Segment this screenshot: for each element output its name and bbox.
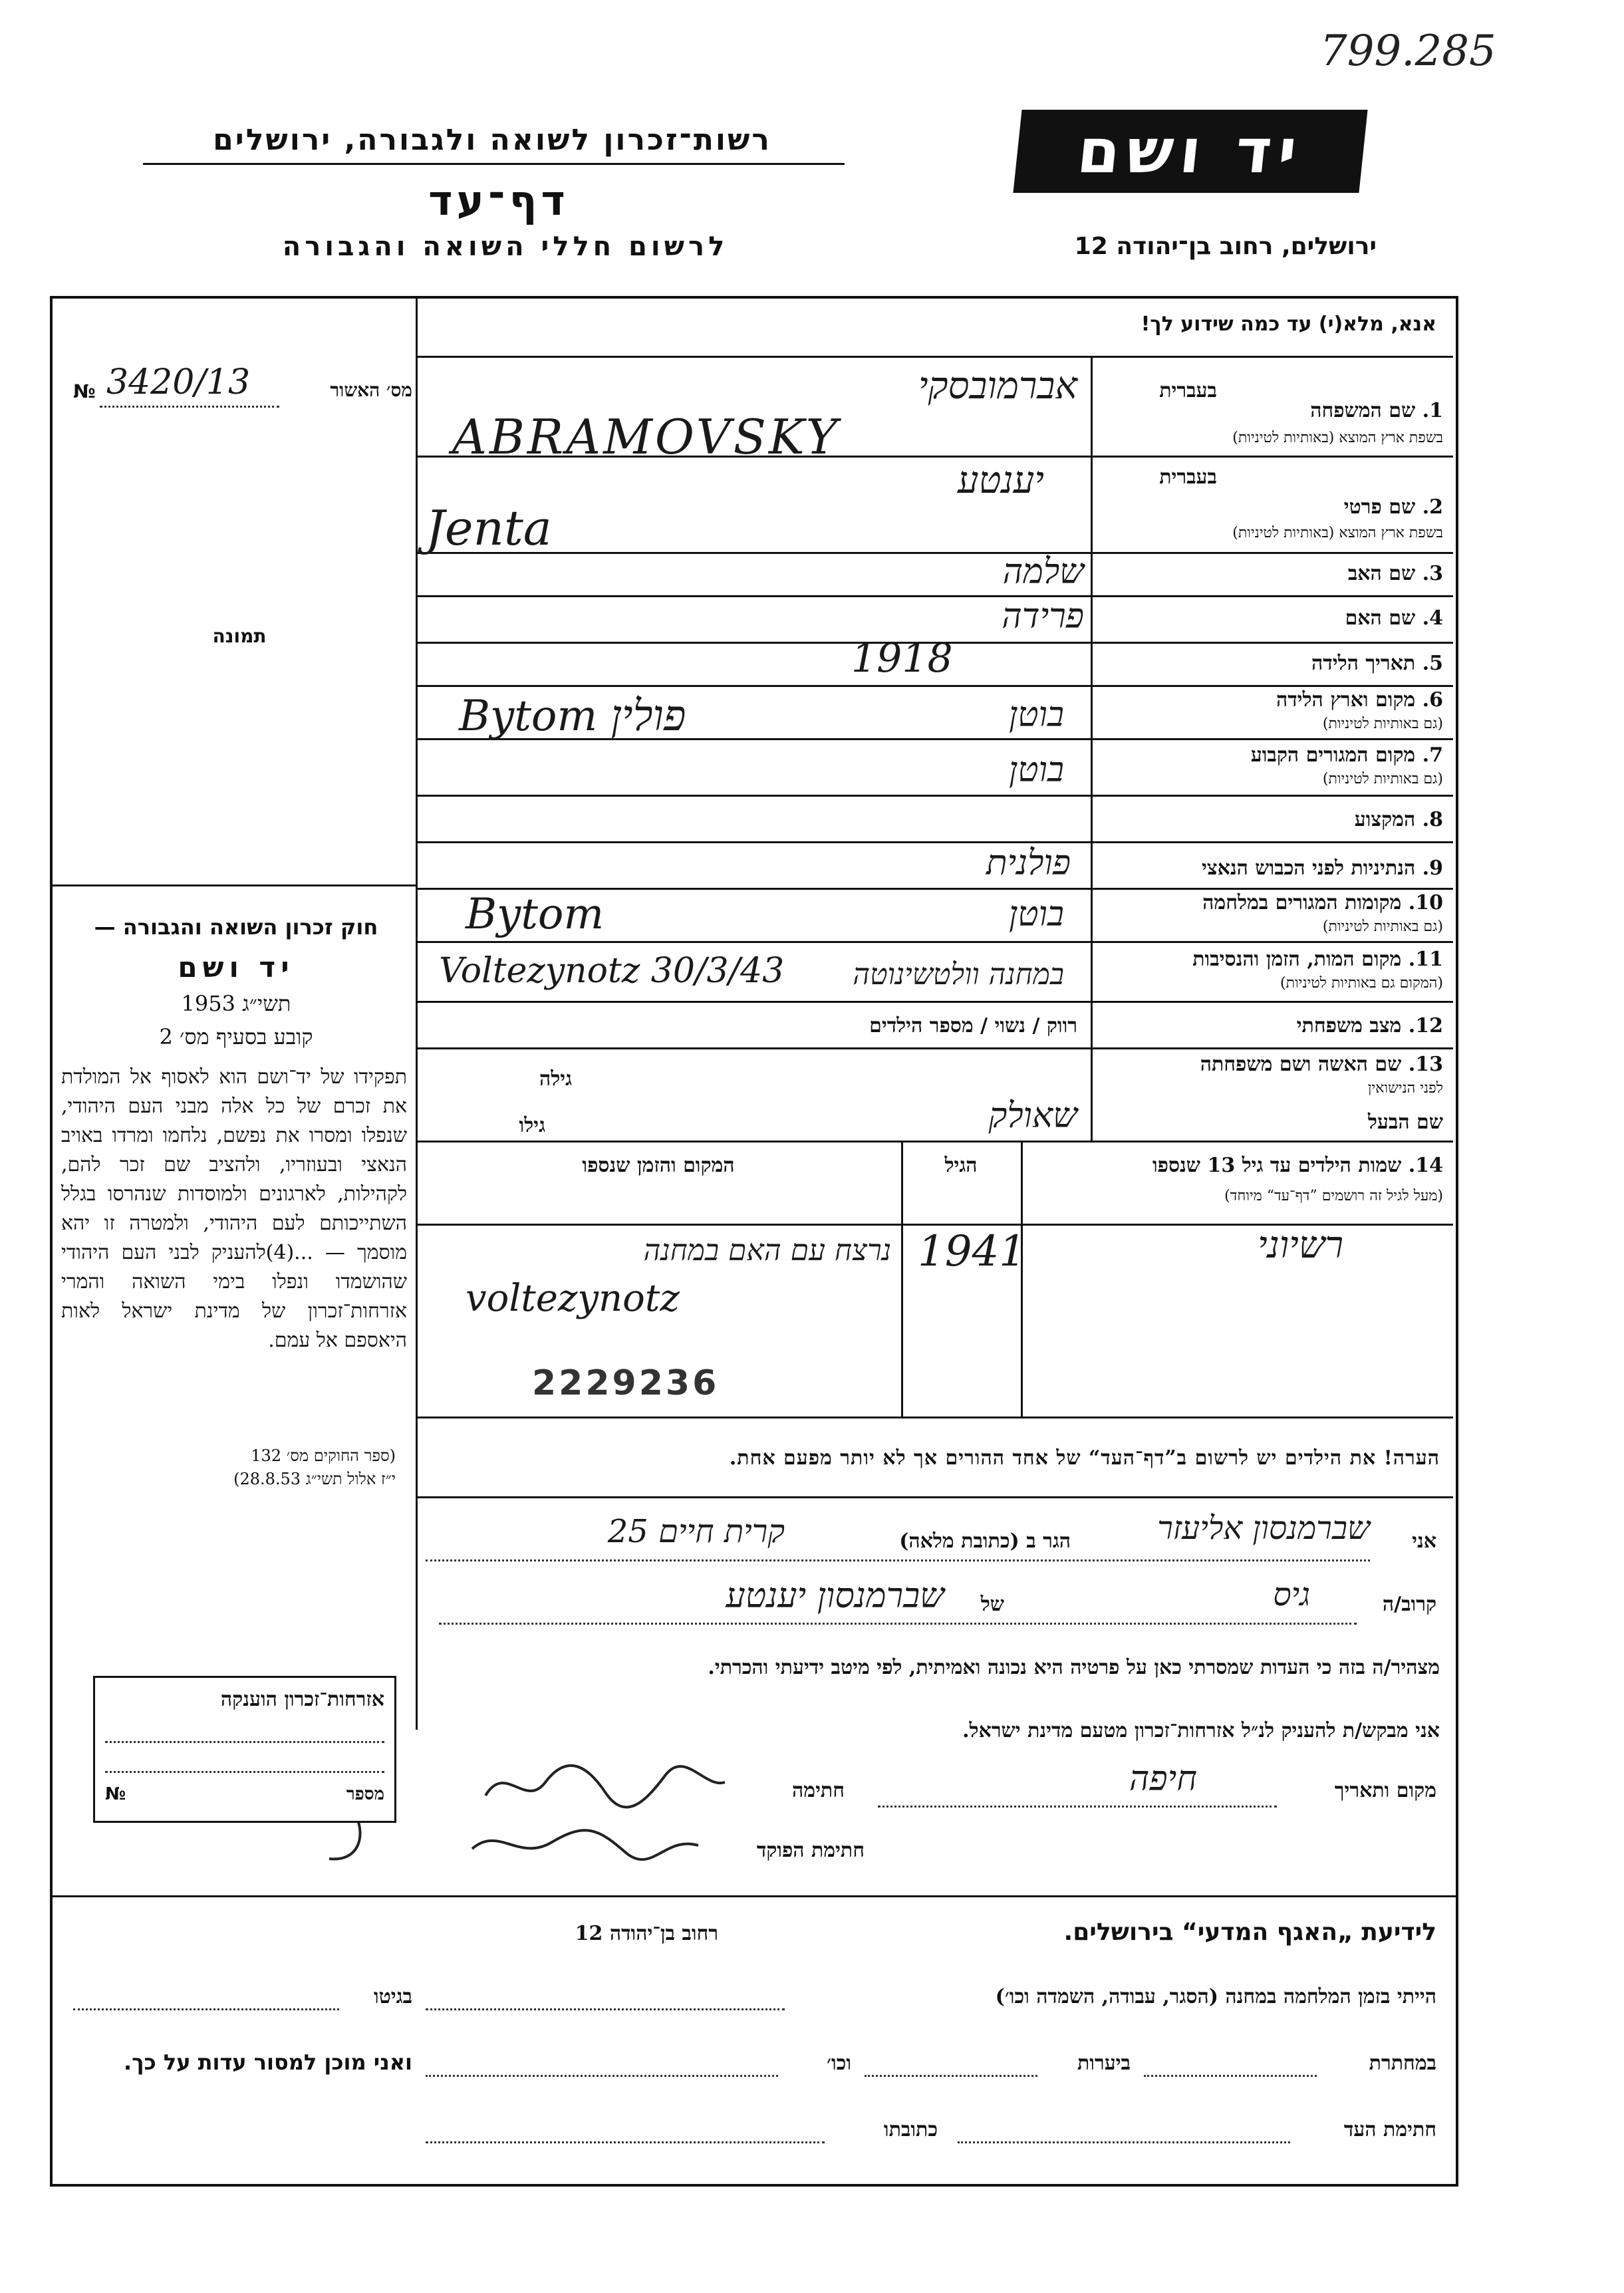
citizenship-box bbox=[93, 1676, 396, 1823]
law-body: תפקידו של יד־ושם הוא לאסוף אל המולדת את זכרם של כל אלה מבני העם היהודי, שנפלו ומסרו את נפשם, נלחמו ומרדו באויב הנאצי ובעוזריו, ולהציב שם זכר להם, לקהילות, לארגונים ולמוסדות שנהרסו בגלל השתייכותם לעם היהודי, ולמטרה זו יהא מוסמך — ...(4)להעניק לבני העם היהודי שהושמדו ונפלו בימי השואה והמרי אזרחות־זכרון של מדינת ישראל לאות היאספם אל עמם. bbox=[61, 1065, 408, 1352]
field-3-value: שלמה bbox=[1002, 552, 1084, 592]
witness-line1-prefix: אני bbox=[1412, 1530, 1436, 1553]
field-7-label bbox=[1097, 743, 1443, 767]
field-3-label bbox=[1097, 562, 1443, 585]
husband-label: שם הבעל bbox=[1367, 1111, 1443, 1134]
logo-text: יד ושם bbox=[1074, 116, 1307, 187]
children-bottom bbox=[418, 1416, 1453, 1418]
field-2-value-hebrew: יענטע bbox=[957, 459, 1044, 502]
citizenship-number-label: מספר bbox=[346, 1784, 384, 1804]
field-4-label bbox=[1097, 607, 1443, 630]
citizenship-dots-1 bbox=[105, 1741, 384, 1743]
field-7-value: בוטן bbox=[1008, 750, 1064, 790]
footer-address: רחוב בן־יהודה 12 bbox=[575, 1922, 718, 1945]
field-13-age-label: גילה bbox=[539, 1067, 572, 1091]
footer-line3b: כתובתו bbox=[883, 2118, 938, 2141]
children-sub: (מעל לגיל זה רושמים ”דף־עד“ מיוחד) bbox=[1224, 1188, 1443, 1204]
field-4-value: פרידה bbox=[1002, 597, 1084, 636]
field-2-label-text: שם פרטי bbox=[1343, 495, 1416, 519]
note-bottom bbox=[418, 1496, 1453, 1498]
sidebar-divider bbox=[416, 299, 418, 1730]
child-1-year: 1941 bbox=[918, 1227, 1026, 1276]
note-text: הערה! את הילדים יש לרשום ב”דף־העד“ של אחד ההורים אך לא יותר מפעם אחת. bbox=[729, 1446, 1440, 1470]
field-2-number: 2. bbox=[1422, 495, 1443, 519]
child-1-place: נרצח עם האם במחנה bbox=[643, 1234, 891, 1268]
footer-line1a: הייתי בזמן המלחמה במחנה (הסגר, עבודה, השמדה וכו׳) bbox=[995, 1985, 1436, 2008]
footer-line1-dots-b bbox=[73, 2008, 339, 2010]
officer-signature bbox=[466, 1822, 705, 1869]
field-13-number: 13. bbox=[1408, 1053, 1443, 1076]
footer-line2d: ואני מוכן למסור עדות על כך. bbox=[123, 2050, 412, 2075]
row-sep-11 bbox=[418, 1001, 1453, 1003]
field-5-label-text: תאריך הלידה bbox=[1311, 652, 1416, 675]
witness-line1-dots bbox=[426, 1559, 1370, 1561]
law-citation-1: (ספר החוקים מס׳ 132 bbox=[251, 1446, 396, 1465]
row-sep-7 bbox=[418, 795, 1453, 797]
children-col-place: המקום והזמן שנספו bbox=[582, 1154, 735, 1177]
intro-underline bbox=[418, 356, 1453, 358]
field-11-number: 11. bbox=[1408, 948, 1443, 971]
footer-line1-dots-a bbox=[426, 2008, 785, 2010]
photo-label: תמונה bbox=[212, 625, 267, 647]
children-col-age: הגיל bbox=[944, 1154, 978, 1177]
witness-signature bbox=[479, 1756, 732, 1816]
field-3-number: 3. bbox=[1422, 562, 1443, 585]
citizenship-dots-2 bbox=[105, 1771, 384, 1773]
law-clause: קובע בסעיף מס׳ 2 bbox=[159, 1024, 313, 1049]
field-4-label-text: שם האם bbox=[1345, 607, 1416, 630]
place-date-value: חיפה bbox=[1129, 1759, 1197, 1799]
witness-declaration: מצהיר/ה בזה כי העדות שמסרתי כאן על פרטיה היא נכונה ואמיתית, לפי מיטב ידיעתי והכרתי. bbox=[708, 1656, 1440, 1679]
children-label: 14. שמות הילדים עד גיל 13 שנספו bbox=[1152, 1154, 1443, 1177]
yad-vashem-logo bbox=[1013, 110, 1367, 193]
field-12-value: רווק / נשוי / מספר הילדים bbox=[869, 1014, 1077, 1037]
field-11-label-text: מקום המות, הזמן והנסיבות bbox=[1192, 948, 1402, 971]
law-year: תשי״ג 1953 bbox=[181, 991, 291, 1016]
officer-label: חתימת הפוקד bbox=[756, 1839, 865, 1862]
footer-top-line bbox=[53, 1895, 1456, 1897]
citizenship-title: אזרחות־זכרון הוענקה bbox=[220, 1688, 384, 1711]
field-2-label bbox=[1097, 495, 1443, 519]
witness-line2-dots bbox=[439, 1623, 1357, 1625]
field-1-value-hebrew: אברמובסקי bbox=[918, 364, 1077, 408]
field-4-number: 4. bbox=[1422, 607, 1443, 630]
husband-age-label: גילו bbox=[519, 1114, 545, 1137]
field-1-hebrew-label: בעברית bbox=[1159, 379, 1217, 402]
field-13-label-text: שם האשה ושם משפחתה bbox=[1200, 1053, 1402, 1076]
row-sep-12 bbox=[418, 1047, 1453, 1049]
field-8-label-text: המקצוע bbox=[1354, 808, 1416, 831]
row-sep-10 bbox=[418, 941, 1453, 943]
place-date-label: מקום ותאריך bbox=[1334, 1779, 1436, 1802]
approval-number: 3420/13 bbox=[106, 362, 251, 402]
law-title: חוק זכרון השואה והגבורה — bbox=[94, 914, 378, 940]
field-3-label-text: שם האב bbox=[1347, 562, 1416, 585]
footer-line3-dots-a bbox=[958, 2141, 1290, 2143]
witness-request: אני מבקש/ת להעניק לנ״ל אזרחות־זכרון מטעם מדינת ישראל. bbox=[962, 1719, 1440, 1742]
form-title: דף־עד bbox=[428, 176, 569, 225]
field-8-label bbox=[1097, 808, 1443, 831]
field-2-value-latin: Jenta bbox=[426, 500, 552, 556]
field-1-number: 1. bbox=[1422, 399, 1443, 422]
field-11-label bbox=[1097, 948, 1443, 971]
witness-line2-mid: של bbox=[980, 1593, 1004, 1616]
footer-line3-dots-b bbox=[426, 2141, 825, 2143]
witness-subject-name: שברמנסון יענטע bbox=[726, 1576, 944, 1616]
intro-text: אנא, מלא(י) עד כמה שידוע לך! bbox=[1141, 313, 1436, 336]
witness-line2-prefix: קרוב/ה bbox=[1382, 1593, 1436, 1616]
witness-name: שברמנסון אליעזר bbox=[1157, 1510, 1370, 1547]
field-2-sub: בשפת ארץ המוצא (באותיות לטיניות) bbox=[1232, 525, 1443, 541]
field-9-value: פולנית bbox=[986, 843, 1071, 883]
field-10-value-hebrew: בוטן bbox=[1008, 894, 1064, 934]
field-13-label bbox=[1097, 1053, 1443, 1076]
field-10-number: 10. bbox=[1408, 891, 1443, 914]
stamp-number: 2229236 bbox=[532, 1363, 720, 1403]
photo-divider bbox=[53, 884, 416, 886]
field-11-sub: (המקום גם באותיות לטיניות) bbox=[1280, 975, 1443, 992]
field-6-sub: (גם באותיות לטיניות) bbox=[1322, 716, 1443, 732]
child-1-name: רשיוני bbox=[1257, 1224, 1343, 1267]
field-5-value: 1918 bbox=[851, 635, 953, 682]
field-2-hebrew-label: בעברית bbox=[1159, 466, 1217, 489]
witness-address: קרית חיים 25 bbox=[607, 1513, 785, 1550]
husband-value: שאולק bbox=[988, 1096, 1077, 1136]
field-5-label bbox=[1097, 652, 1443, 675]
field-10-label-text: מקומות המגורים במלחמה bbox=[1202, 891, 1402, 914]
footer-line3a: חתימת העד bbox=[1343, 2118, 1436, 2141]
approval-dots bbox=[100, 406, 279, 408]
child-1-latin: voltezynotz bbox=[466, 1277, 680, 1320]
witness-relation: גיס bbox=[1273, 1576, 1310, 1613]
field-1-label-text: שם המשפחה bbox=[1310, 399, 1416, 422]
field-1-sub: בשפת ארץ המוצא (באותיות לטיניות) bbox=[1232, 430, 1443, 446]
footer-title: לידיעת „האגף המדעי“ בירושלים. bbox=[1063, 1919, 1436, 1946]
address: ירושלים, רחוב בן־יהודה 12 bbox=[1074, 233, 1377, 260]
citizenship-prefix: № bbox=[105, 1784, 126, 1804]
signature-label: חתימה bbox=[792, 1779, 845, 1802]
place-date-dots bbox=[878, 1806, 1277, 1808]
footer-line2a: במחתרת bbox=[1369, 2052, 1436, 2075]
field-12-label-text: מצב משפחתי bbox=[1296, 1014, 1402, 1037]
field-1-label bbox=[1097, 399, 1443, 422]
witness-line1-mid: הגר ב (כתובת מלאה) bbox=[899, 1530, 1071, 1553]
field-6-label bbox=[1097, 688, 1443, 712]
field-13-sub: לפני הנישואין bbox=[1367, 1080, 1443, 1097]
children-col-divider-1 bbox=[901, 1141, 903, 1416]
field-9-label bbox=[1097, 857, 1443, 880]
form-subtitle: לרשום חללי השואה והגבורה bbox=[282, 231, 729, 262]
field-12-label bbox=[1097, 1014, 1443, 1037]
authority-line: רשות־זכרון לשואה ולגבורה, ירושלים bbox=[213, 123, 771, 157]
footer-line1b: בגיטו bbox=[373, 1985, 412, 2008]
field-8-number: 8. bbox=[1422, 808, 1443, 831]
footer-line2-dots-a bbox=[1144, 2075, 1317, 2077]
field-6-number: 6. bbox=[1422, 688, 1443, 712]
footer-line2-dots-c bbox=[426, 2075, 778, 2077]
field-9-number: 9. bbox=[1422, 857, 1443, 880]
field-7-sub: (גם באותיות לטיניות) bbox=[1322, 771, 1443, 787]
field-10-label bbox=[1097, 891, 1443, 914]
field-7-number: 7. bbox=[1422, 743, 1443, 767]
footer-line2b: ביערות bbox=[1077, 2052, 1131, 2075]
field-5-number: 5. bbox=[1422, 652, 1443, 675]
law-citation-2: י״ז אלול תשי״ג 28.8.53) bbox=[233, 1470, 396, 1488]
row-sep-13 bbox=[418, 1141, 1453, 1143]
authority-underline bbox=[143, 163, 845, 165]
children-col-divider-2 bbox=[1021, 1141, 1023, 1416]
field-11-value-hebrew: במחנה וולטשינוטה bbox=[853, 958, 1064, 992]
row-sep-5 bbox=[418, 685, 1453, 687]
label-column-divider bbox=[1091, 356, 1093, 1141]
footer-line2-dots-b bbox=[865, 2075, 1037, 2077]
reference-number: 799.285 bbox=[1320, 27, 1496, 76]
field-9-label-text: הנתיניות לפני הכבוש הנאצי bbox=[1201, 857, 1416, 880]
field-6-value: Bytom פולין bbox=[459, 692, 686, 741]
field-6-value-hebrew: בוטן bbox=[1008, 695, 1064, 735]
law-name: יד ושם bbox=[178, 951, 295, 984]
field-7-label-text: מקום המגורים הקבוע bbox=[1250, 743, 1416, 767]
approval-label: מס׳ האשור bbox=[330, 379, 412, 401]
footer-line2c: וכו׳ bbox=[827, 2052, 851, 2075]
approval-prefix: № bbox=[73, 380, 96, 402]
field-10-value: Bytom bbox=[466, 890, 605, 939]
field-1-value-latin: ABRAMOVSKY bbox=[452, 409, 841, 465]
field-11-value: Voltezynotz 30/3/43 bbox=[439, 951, 785, 991]
field-10-sub: (גם באותיות לטיניות) bbox=[1322, 918, 1443, 935]
field-12-number: 12. bbox=[1408, 1014, 1443, 1037]
field-6-label-text: מקום וארץ הלידה bbox=[1276, 688, 1416, 712]
